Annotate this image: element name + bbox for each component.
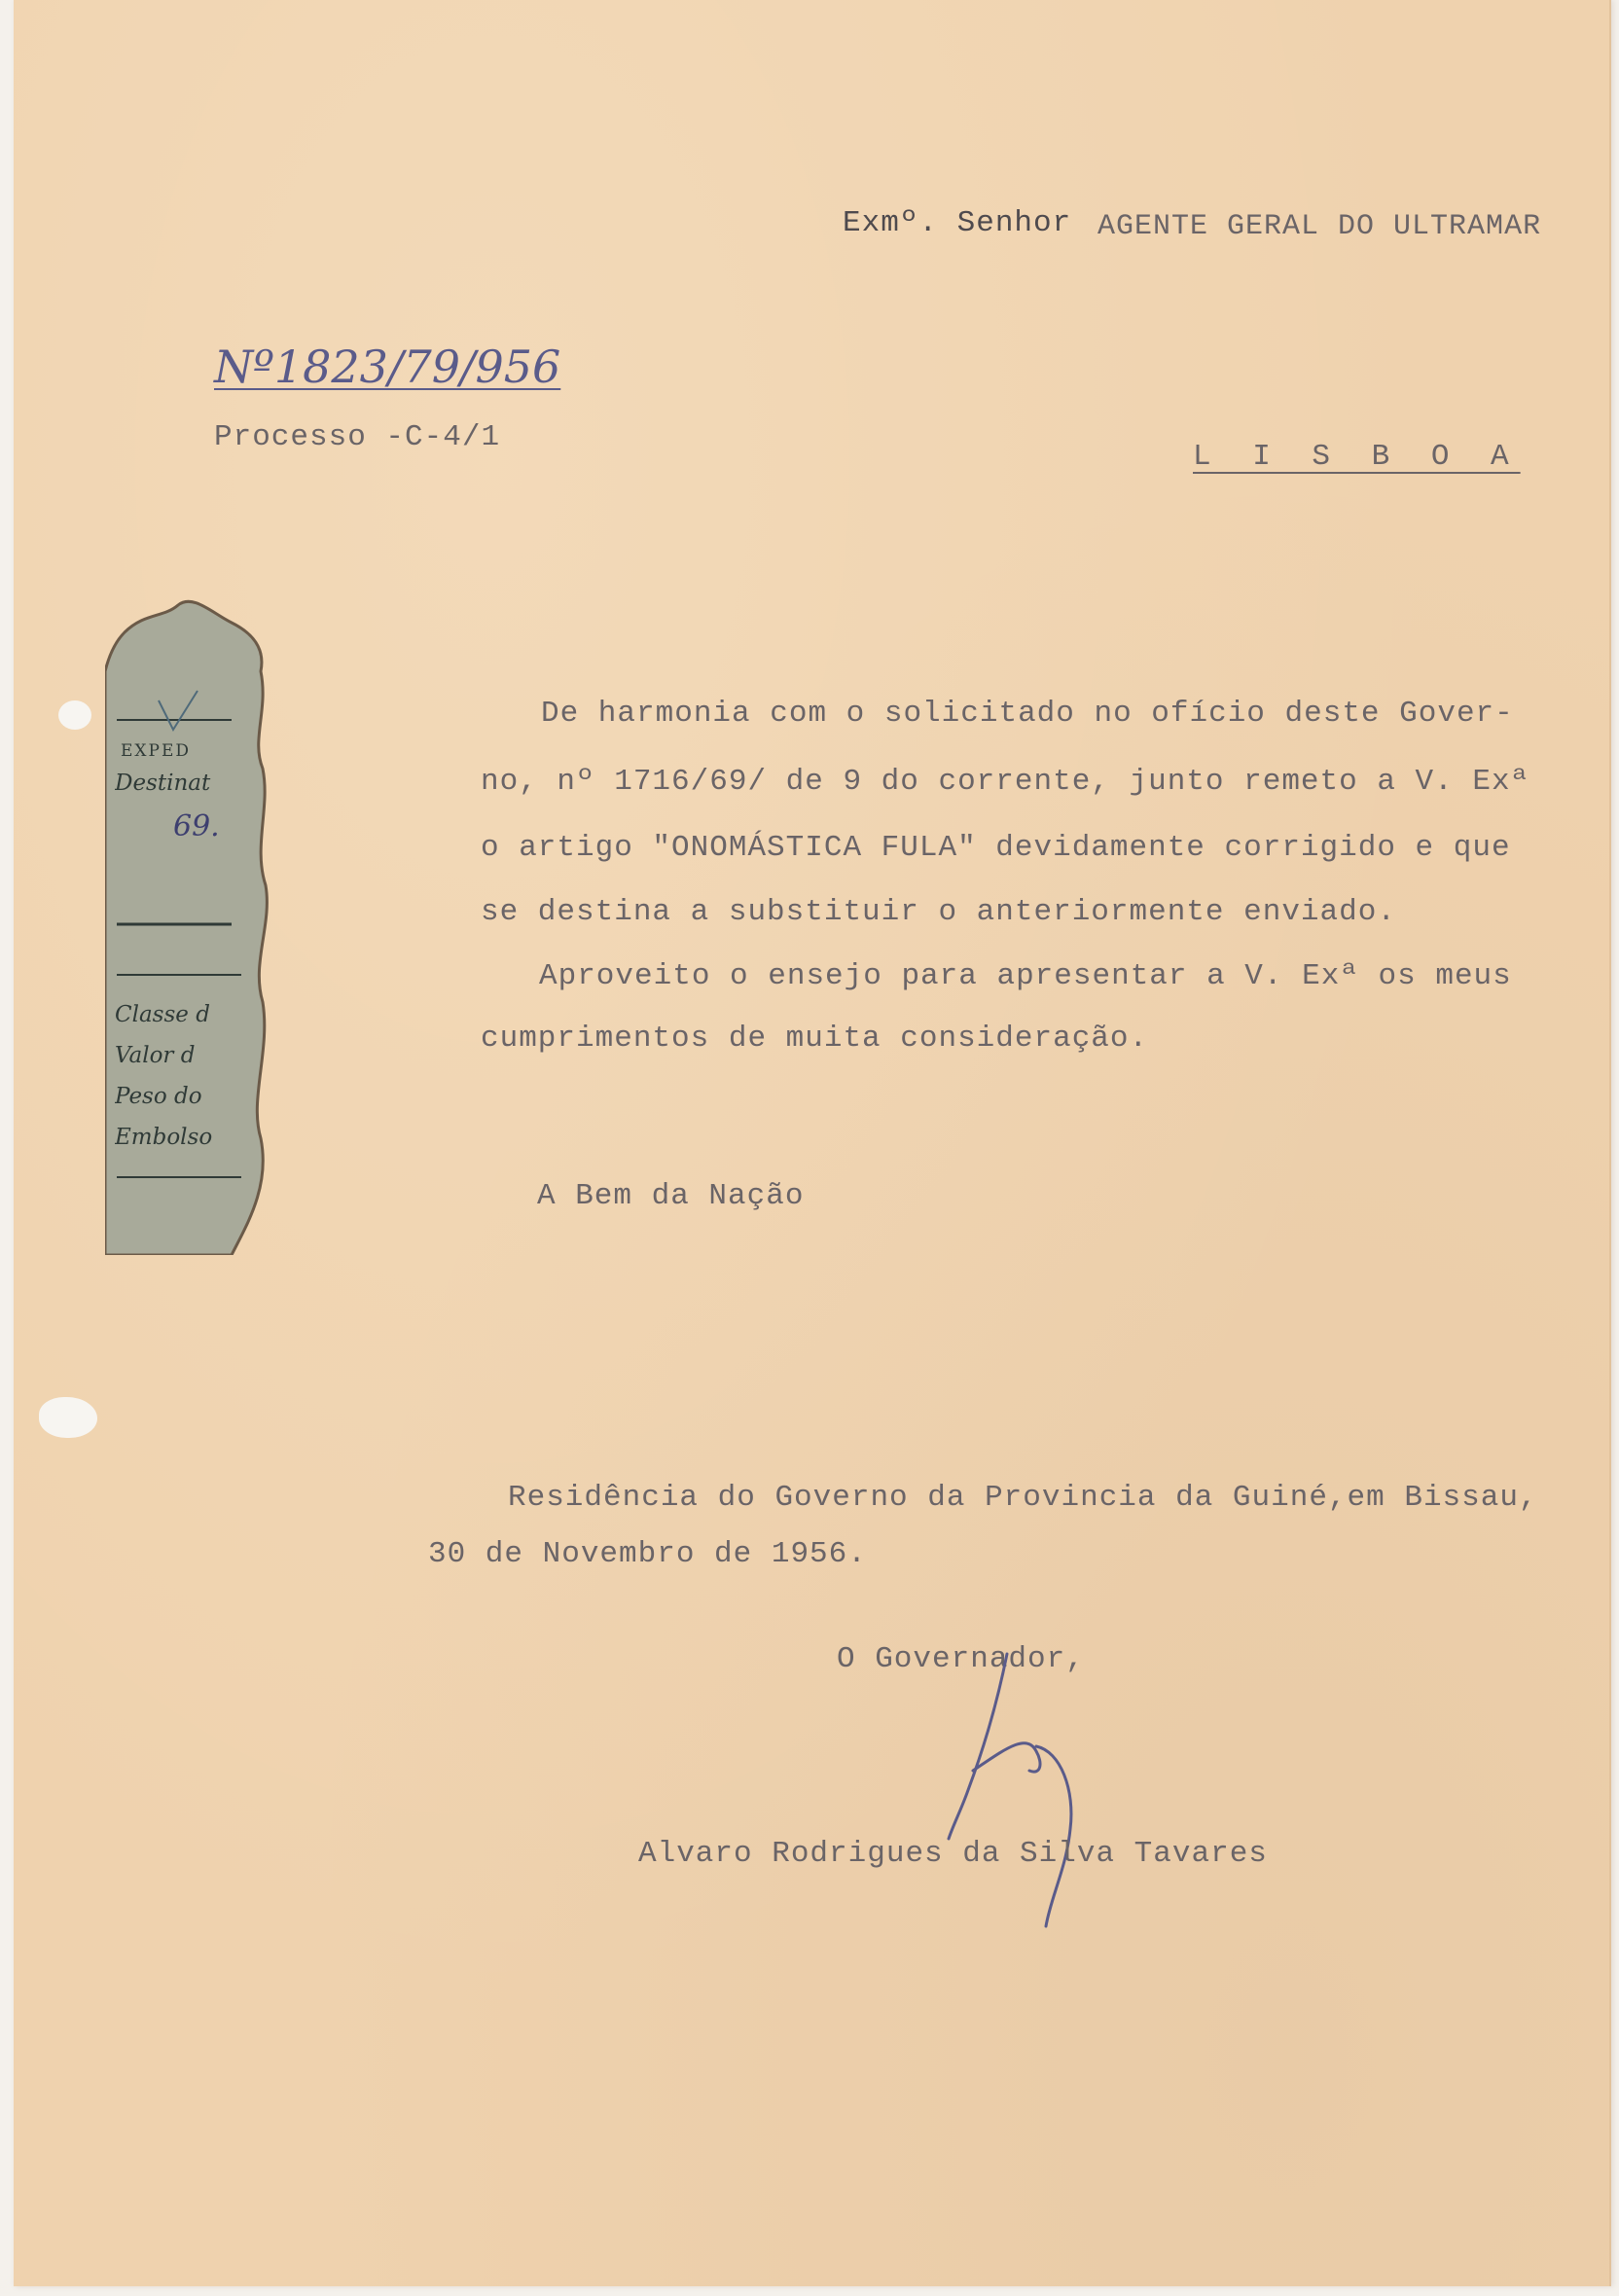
signatory-role: O Governador, [837,1642,1085,1676]
body-line: no, nº 1716/69/ de 9 do corrente, junto remeto a V. Exª [481,765,1530,799]
punch-hole [39,1397,97,1438]
closing-formula: A Bem da Nação [537,1179,805,1213]
body-line: cumprimentos de muita consideração. [481,1022,1149,1056]
signatory-name: Alvaro Rodrigues da Silva Tavares [638,1837,1268,1871]
label-destination: Destinat [115,771,211,796]
addressee-city: L I S B O A [1193,440,1521,474]
process-number: Processo -C-4/1 [214,420,501,454]
label-field: Classe d [115,1002,210,1027]
label-destination-value: 69. [173,809,220,843]
label-header: EXPED [121,741,191,761]
addressee-salutation: Exmº. Senhor [843,206,1072,240]
date-line: 30 de Novembro de 1956. [428,1537,867,1571]
reference-number: Nº1823/79/956 [214,341,561,393]
postal-label-paper [105,593,272,1255]
body-line: De harmonia com o solicitado no ofício deste Gover- [541,697,1514,731]
label-field: Embolso [115,1125,213,1150]
handwritten-signature [915,1644,1109,1936]
body-line: se destina a substituir o anteriormente enviado. [481,895,1396,929]
postal-label [105,593,272,1255]
addressee-title: AGENTE GERAL DO ULTRAMAR [1097,210,1542,243]
label-field: Peso do [115,1084,202,1109]
label-field: Valor d [115,1043,196,1068]
body-line: Aproveito o ensejo para apresentar a V. Exª os meus [539,959,1512,993]
body-line: o artigo "ONOMÁSTICA FULA" devidamente corrigido e que [481,831,1511,865]
punch-hole [58,700,91,730]
place-line: Residência do Governo da Provincia da Guiné,em Bissau, [508,1481,1538,1515]
